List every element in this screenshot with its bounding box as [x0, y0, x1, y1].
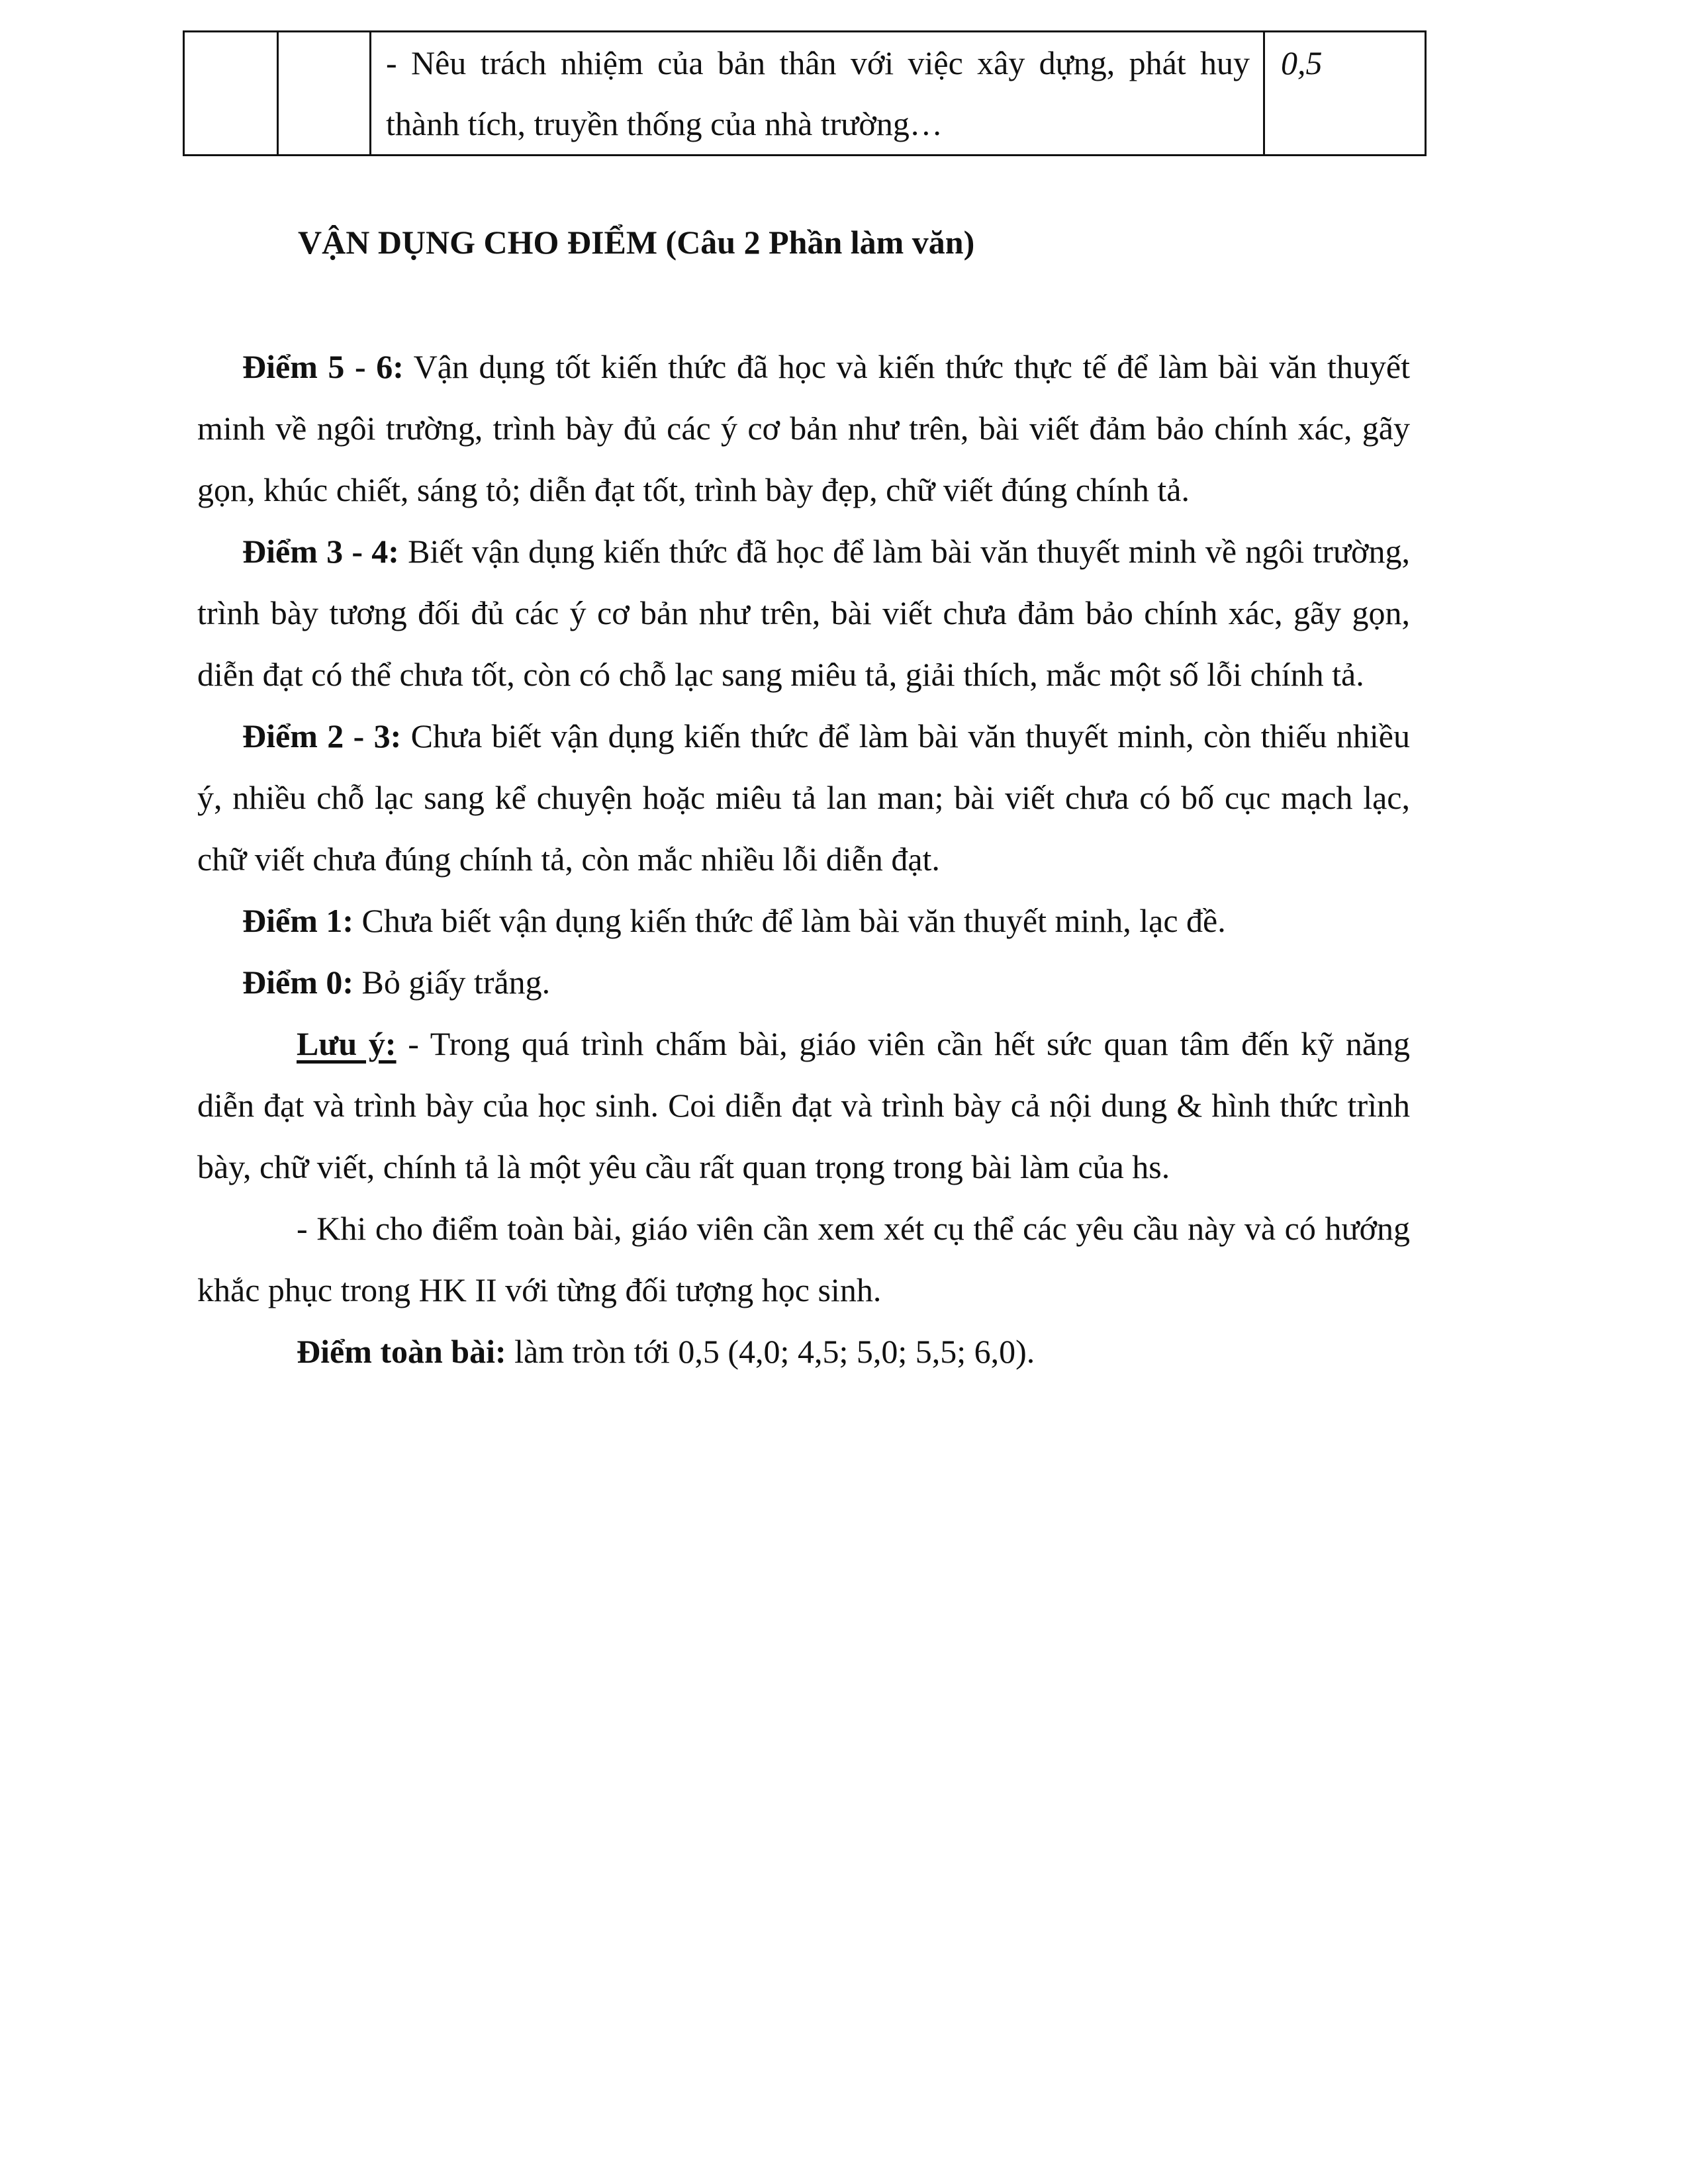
criterion-text: Chưa biết vận dụng kiến thức để làm bài văn thuyết minh, lạc đề.	[353, 902, 1226, 939]
table-row	[184, 32, 1426, 156]
table-cell-index	[184, 32, 278, 156]
table-cell-score	[1264, 32, 1426, 156]
table-cell-content	[371, 32, 1264, 156]
note-text: - Trong quá trình chấm bài, giáo viên cần hết sức quan tâm đến kỹ năng diễn đạt và trình bày của học sinh. Coi diễn đạt và trình bày cả nội dung & hình thức trình bày, chữ viết, chính tả là một yêu cầu rất quan trọng trong bài làm của hs.	[197, 1025, 1411, 1185]
table-score-text: 0,5	[1281, 44, 1323, 81]
criterion-label: Điểm 5 - 6:	[242, 348, 404, 385]
criterion-paragraph	[197, 521, 1410, 705]
scoring-table	[183, 30, 1427, 156]
criterion-paragraph	[197, 952, 1410, 1013]
criterion-label: Điểm 0:	[242, 964, 353, 1001]
note-text-2: - Khi cho điểm toàn bài, giáo viên cần xem xét cụ thể các yêu cầu này và có hướng khắc phục trong HK II với từng đối tượng học sinh.	[197, 1210, 1410, 1308]
criterion-paragraph	[197, 890, 1410, 952]
section-heading: VẬN DỤNG CHO ĐIỂM (Câu 2 Phần làm văn)	[298, 224, 975, 261]
criterion-label: Điểm 2 - 3:	[242, 717, 402, 754]
criterion-text: Chưa biết vận dụng kiến thức để làm bài văn thuyết minh, còn thiếu nhiều ý, nhiều chỗ lạc sang kể chuyện hoặc miêu tả lan man; bài viết chưa có bố cục mạch lạc, chữ viết chưa đúng chính tả, còn mắc nhiều lỗi diễn đạt.	[197, 717, 1410, 878]
criterion-label: Điểm 1:	[242, 902, 353, 939]
criterion-text: Vận dụng tốt kiến thức đã học và kiến thức thực tế để làm bài văn thuyết minh về ngôi trường, trình bày đủ các ý cơ bản như trên, bài viết đảm bảo chính xác, gãy gọn, khúc chiết, sáng tỏ; diễn đạt tốt, trình bày đẹp, chữ viết đúng chính tả.	[197, 348, 1410, 508]
criterion-text: Biết vận dụng kiến thức đã học để làm bài văn thuyết minh về ngôi trường, trình bày tương đối đủ các ý cơ bản như trên, bài viết chưa đảm bảo chính xác, gãy gọn, diễn đạt có thể chưa tốt, còn có chỗ lạc sang miêu tả, giải thích, mắc một số lỗi chính tả.	[197, 533, 1410, 693]
note-paragraph	[197, 1013, 1410, 1198]
criterion-paragraph	[197, 336, 1410, 521]
final-score-paragraph	[197, 1321, 1410, 1383]
criterion-paragraph	[197, 705, 1410, 890]
final-score-label: Điểm toàn bài:	[297, 1333, 506, 1370]
note-label: Lưu ý:	[297, 1025, 397, 1062]
note-paragraph-2	[197, 1198, 1410, 1321]
table-cell-subindex	[278, 32, 371, 156]
criterion-text: Bỏ giấy trắng.	[353, 964, 551, 1001]
table-content-text: - Nêu trách nhiệm của bản thân với việc xây dựng, phát huy thành tích, truyền thống của nhà trường…	[386, 44, 1250, 142]
grading-criteria	[197, 336, 1410, 1383]
final-score-text: làm tròn tới 0,5 (4,0; 4,5; 5,0; 5,5; 6,0).	[506, 1333, 1035, 1370]
criterion-label: Điểm 3 - 4:	[242, 533, 399, 570]
